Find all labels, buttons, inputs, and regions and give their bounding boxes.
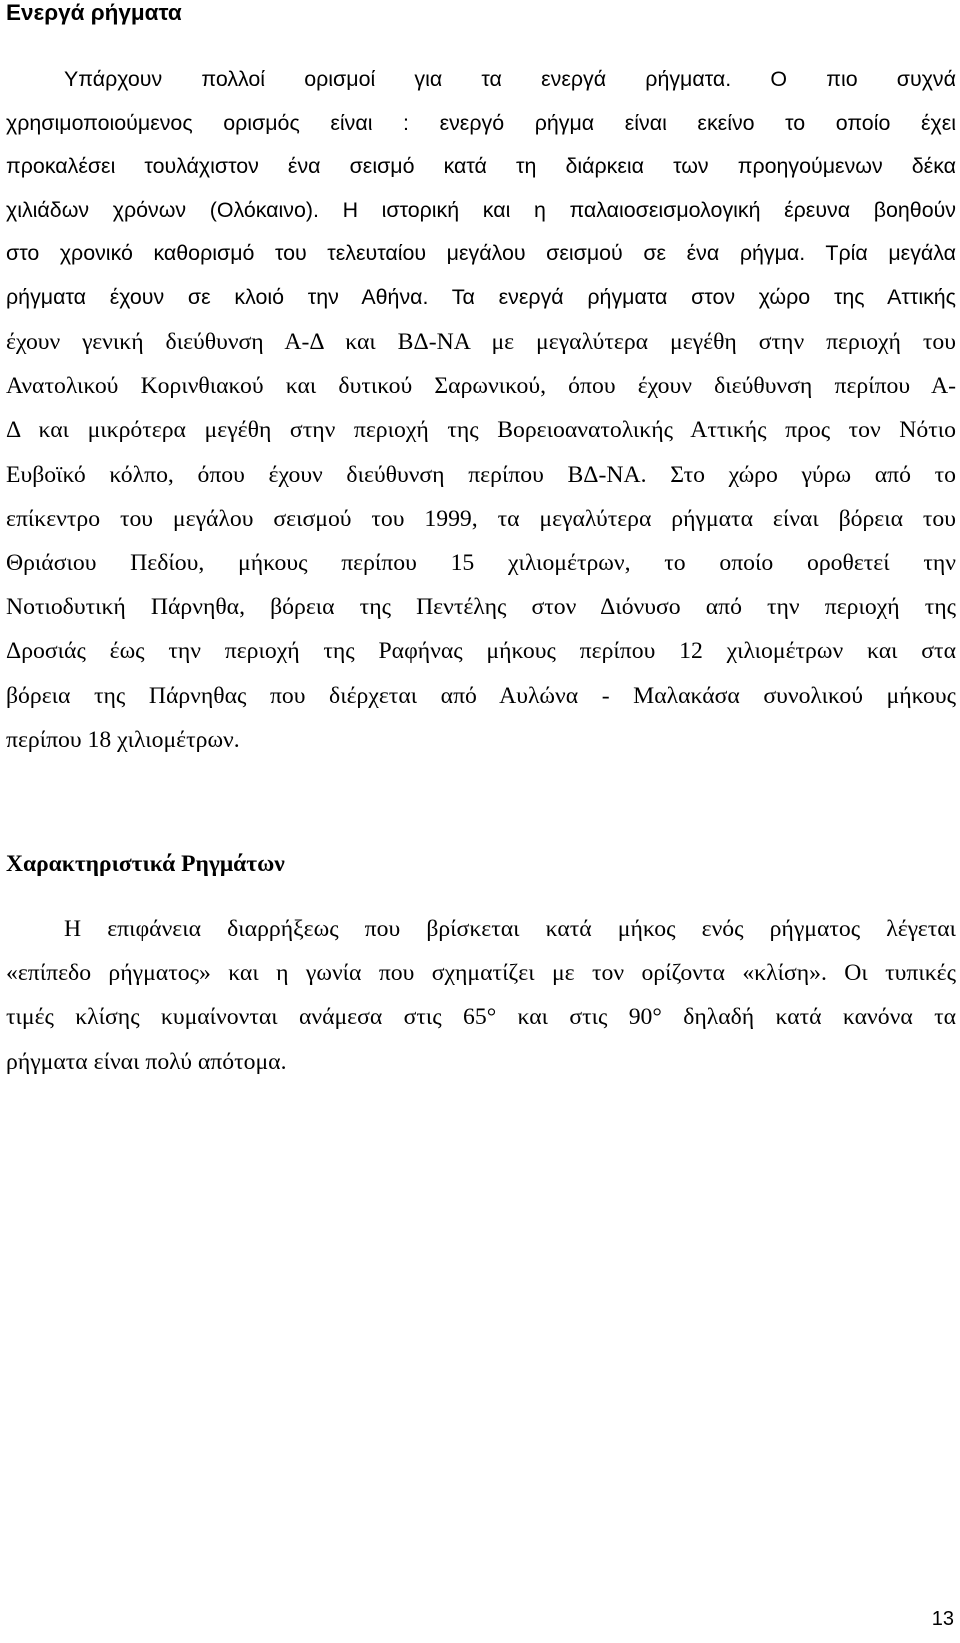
text-line: Υπάρχουν πολλοί ορισμοί για τα ενεργά ρήγματα. Ο πιο συχνά [64,67,956,91]
text-line: χιλιάδων χρόνων (Ολόκαινο). Η ιστορική και η παλαιοσεισμολογική έρευνα βοηθούν [6,197,956,222]
text-line: Δροσιάς έως την περιοχή της Ραφήνας μήκους περίπου 12 χιλιομέτρων και στα [6,638,956,665]
text-line: «επίπεδο ρήγματος» και η γωνία που σχηματίζει με τον ορίζοντα «κλίση». Οι τυπικές [6,960,956,987]
text-line: Θριάσιου Πεδίου, μήκους περίπου 15 χιλιομέτρων, το οποίο οροθετεί την [6,550,956,577]
text-line: Η επιφάνεια διαρρήξεως που βρίσκεται κατά μήκος ενός ρήγματος λέγεται [64,916,956,942]
text-line: επίκεντρο του μεγάλου σεισμού του 1999, τα μεγαλύτερα ρήγματα είναι βόρεια του [6,505,956,532]
page-number: 13 [931,1608,954,1630]
text-line: προκαλέσει τουλάχιστον ένα σεισμό κατά τη διάρκεια των προηγούμενων δέκα [6,154,956,178]
text-line: Δ και μικρότερα μεγέθη στην περιοχή της Βορειοανατολικής Αττικής προς τον Νότιο [6,417,956,444]
text-line: Ανατολικού Κορινθιακού και δυτικού Σαρωνικού, όπου έχουν διεύθυνση περίπου Α- [6,373,956,400]
text-line: χρησιμοποιούμενος ορισμός είναι : ενεργό ρήγμα είναι εκείνο το οποίο έχει [6,110,956,135]
section-heading-active-faults: Ενεργά ρήγματα [6,0,182,25]
text-line: έχουν γενική διεύθυνση Α-Δ και ΒΔ-ΝΑ με μεγαλύτερα μεγέθη στην περιοχή του [6,329,956,355]
paragraph-attica-faults [6,320,956,762]
text-line: ρήγματα έχουν σε κλοιό την Αθήνα. Τα ενεργά ρήγματα στον χώρο της Αττικής [6,284,956,309]
text-line: ρήγματα είναι πολύ απότομα. [6,1048,287,1075]
text-line: Ευβοϊκό κόλπο, όπου έχουν διεύθυνση περίπου ΒΔ-ΝΑ. Στο χώρο γύρω από το [6,461,956,488]
paragraph-fault-dip [6,907,956,1084]
section-heading-fault-characteristics: Χαρακτηριστικά Ρηγμάτων [6,851,285,877]
text-line: περίπου 18 χιλιομέτρων. [6,726,240,753]
paragraph-definition [6,58,956,319]
text-line: βόρεια της Πάρνηθας που διέρχεται από Αυλώνα - Μαλακάσα συνολικού μήκους [6,682,956,709]
text-line: στο χρονικό καθορισμό του τελευταίου μεγάλου σεισμού σε ένα ρήγμα. Τρία μεγάλα [6,241,956,265]
text-line: τιμές κλίσης κυμαίνονται ανάμεσα στις 65° και στις 90° δηλαδή κατά κανόνα τα [6,1004,956,1031]
text-line: Νοτιοδυτική Πάρνηθα, βόρεια της Πεντέλης στον Διόνυσο από την περιοχή της [6,594,956,621]
